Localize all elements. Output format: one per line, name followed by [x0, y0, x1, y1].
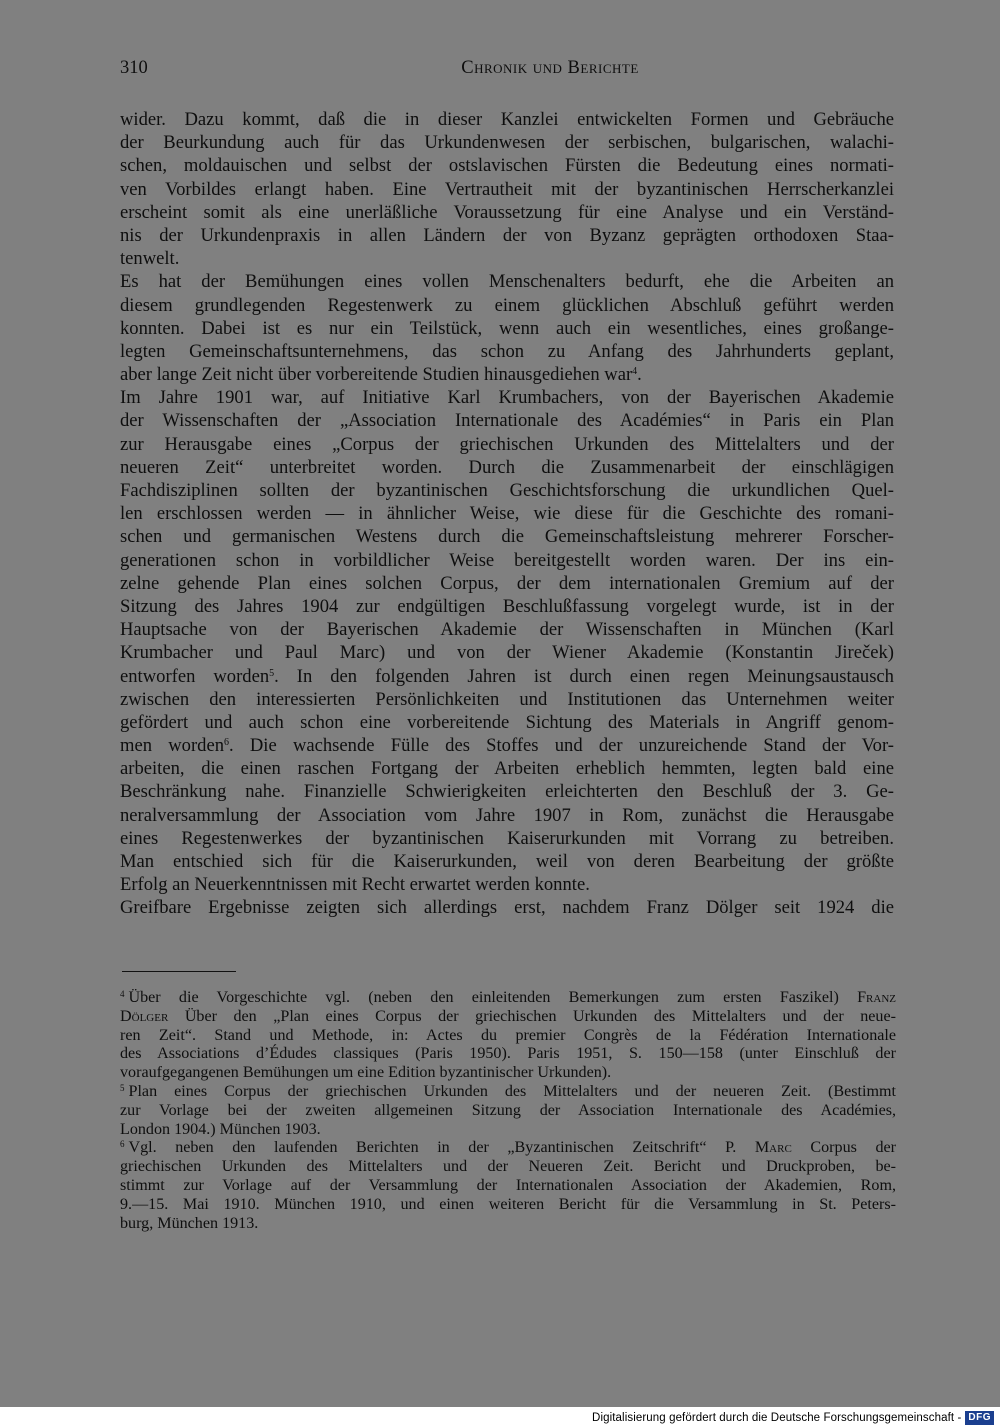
author-name: Franz: [857, 989, 896, 1006]
text-line: schen und germanischen Westens durch die Gemeinschaftsleistung mehrerer Forscher-: [120, 526, 894, 548]
text-line: der Beurkundung auch für das Urkundenwesen der serbischen, bulgarischen, walachi-: [120, 132, 894, 154]
text-line: neueren Zeit“ unterbreitet worden. Durch die Zusammenarbeit der einschlägigen: [120, 456, 894, 478]
author-name: Marc: [754, 1139, 792, 1157]
text-line: zelne gehende Plan eines solchen Corpus, der dem internationalen Gremium auf der: [120, 572, 894, 594]
text-line: [120, 363, 894, 386]
footnote-6-line: griechischen Urkunden des Mittelalters und der Neueren Zeit. Bericht und Druckproben, be-: [120, 1158, 896, 1176]
author-name: Dölger: [120, 1007, 169, 1025]
dfg-logo-icon[interactable]: DFG: [965, 1411, 994, 1425]
text-line: generationen schon in vorbildlicher Weise bereitgestellt worden waren. Der ins ein-: [120, 549, 894, 571]
text-line: Hauptsache von der Bayerischen Akademie der Wissenschaften in München (Karl: [120, 619, 894, 641]
footnote-6-line: burg, München 1913.: [120, 1214, 259, 1232]
text-segment: .: [637, 364, 642, 386]
text-line: Greifbare Ergebnisse zeigten sich allerdings erst, nachdem Franz Dölger seit 1924 die: [120, 897, 894, 919]
footnote-ref-4[interactable]: 4: [632, 366, 638, 378]
text-line: gefördert und auch schon eine vorbereitende Sichtung des Materials in Angriff genom-: [120, 711, 894, 733]
footnote-number: 6: [120, 1139, 125, 1150]
text-line: zur Herausgabe eines „Corpus der griechischen Urkunden des Mittelalters und der: [120, 433, 894, 455]
text-segment: aber lange Zeit nicht über vorbereitende Studien hinausgediehen war: [120, 364, 633, 386]
text-line: konnten. Dabei ist es nur ein Teilstück, wenn auch ein wesentliches, eines großange-: [120, 317, 894, 339]
footnote-ref-5[interactable]: 5: [269, 667, 275, 679]
footnote-5-line: zur Vorlage bei der zweiten allgemeinen Sitzung der Association Internationale des Académies,: [120, 1101, 896, 1119]
footnote-number: 4: [120, 989, 125, 999]
text-line: erscheint somit als eine unerläßliche Voraussetzung für eine Analyse und ein Verständ-: [120, 201, 894, 223]
text-segment: men worden: [120, 735, 224, 757]
text-line: neralversammlung der Association vom Jahre 1907 in Rom, zunächst die Herausgabe: [120, 804, 894, 826]
text-line: Man entschied sich für die Kaiserurkunden, weil von deren Bearbeitung der größte: [120, 851, 894, 872]
text-segment: Corpus der: [810, 1139, 896, 1157]
footnote-ref-6[interactable]: 6: [224, 737, 229, 749]
text-segment: Über den „Plan eines Corpus der griechischen Urkunden des Mittelalters und der neue-: [184, 1007, 896, 1025]
text-segment: Vgl. neben den laufenden Berichten in der „Byzantinischen Zeitschrift“ P.: [128, 1139, 737, 1157]
text-line: tenwelt.: [120, 248, 180, 270]
text-segment: . Die wachsende Fülle des Stoffes und der unzureichende Stand der Vor-: [229, 735, 894, 757]
text-line: wider. Dazu kommt, daß die in dieser Kanzlei entwickelten Formen und Gebräuche: [120, 109, 894, 130]
text-line: der Wissenschaften der „Association Internationale des Académies“ in Paris ein Plan: [120, 410, 894, 432]
footnote-4-line: des Associations d’Édudes classiques (Paris 1950). Paris 1951, S. 150—158 (unter Einschluß der: [120, 1045, 896, 1063]
credit-text: Digitalisierung gefördert durch die Deutsche Forschungsgemeinschaft -: [592, 1412, 962, 1424]
footnote-6-line: stimmt zur Vorlage auf der Versammlung der Internationalen Association der Akademien, Rom,: [120, 1176, 896, 1194]
text-segment: . In den folgenden Jahren ist durch einen regen Meinungsaustausch: [274, 665, 894, 687]
text-line: Fachdisziplinen sollten der byzantinischen Geschichtsforschung die urkundlichen Quel-: [120, 480, 894, 501]
text-line: schen, moldauischen und selbst der ostslavischen Fürsten die Bedeutung eines normati-: [120, 155, 894, 177]
footnote-4-line: [120, 989, 896, 1008]
text-line: diesem grundlegenden Regestenwerk zu einem glücklichen Abschluß geführt werden: [120, 294, 894, 316]
text-line: eines Regestenwerkes der byzantinischen Kaiserurkunden mit Vorrang zu betreiben.: [120, 827, 894, 849]
footnote-4-line: voraufgegangenen Bemühungen um eine Edition byzantinischer Urkunden).: [120, 1064, 612, 1082]
footnote-separator: [122, 971, 236, 972]
text-line: Sitzung des Jahres 1904 zur endgültigen Beschlußfassung vorgelegt wurde, ist in der: [120, 595, 894, 617]
body-text: [120, 108, 894, 920]
footnote-6-line: [120, 1139, 896, 1158]
text-line: nis der Urkundenpraxis in allen Ländern der von Byzanz geprägten orthodoxen Staa-: [120, 224, 894, 246]
running-title: Chronik und Berichte: [461, 58, 639, 78]
page-number: 310: [120, 58, 148, 78]
text-line: arbeiten, die einen raschen Fortgang der Arbeiten erheblich hemmten, legten bald eine: [120, 758, 894, 780]
text-line: legten Gemeinschaftsunternehmens, das schon zu Anfang des Jahrhunderts geplant,: [120, 340, 894, 362]
footnote-4-line: [120, 1008, 896, 1027]
text-segment: Über die Vorgeschichte vgl. (neben den einleitenden Bemerkungen zum ersten Faszikel): [128, 989, 839, 1006]
text-line: ven Vorbildes erlangt haben. Eine Vertrautheit mit der byzantinischen Herrscherkanzlei: [120, 178, 894, 200]
text-line: Im Jahre 1901 war, auf Initiative Karl Krumbachers, von der Bayerischen Akademie: [120, 387, 894, 409]
text-segment: Plan eines Corpus der griechischen Urkunden des Mittelalters und der neueren Zeit. (Bestimmt: [128, 1082, 896, 1100]
text-line: zwischen den interessierten Persönlichkeiten und Institutionen das Unternehmen weiter: [120, 688, 894, 710]
text-line: len erschlossen werden — in ähnlicher Weise, wie diese für die Geschichte des romani-: [120, 503, 894, 525]
footnote-5-line: [120, 1083, 896, 1102]
digitization-credit: [592, 1410, 994, 1426]
running-head: [120, 58, 880, 86]
text-line: [120, 734, 894, 757]
footnotes: [120, 989, 896, 1233]
text-line: [120, 665, 894, 688]
footnote-4-line: ren Zeit“. Stand und Methode, in: Actes du premier Congrès de la Fédération Internationale: [120, 1026, 896, 1044]
text-line: Erfolg an Neuerkenntnissen mit Recht erwartet werden konnte.: [120, 874, 590, 896]
footnote-6-line: 9.—15. Mai 1910. München 1910, und einen weiteren Bericht für die Versammlung in St. Peters-: [120, 1195, 896, 1213]
text-line: Krumbacher und Paul Marc) und von der Wiener Akademie (Konstantin Jireček): [120, 642, 894, 664]
text-segment: entworfen worden: [120, 665, 270, 687]
footnote-5-line: London 1904.) München 1903.: [120, 1120, 321, 1138]
footnote-number: 5: [120, 1082, 125, 1093]
text-line: Es hat der Bemühungen eines vollen Menschenalters bedurft, ehe die Arbeiten an: [120, 271, 894, 293]
text-line: Beschränkung nahe. Finanzielle Schwierigkeiten erleichterten den Beschluß der 3. Ge-: [120, 781, 894, 803]
